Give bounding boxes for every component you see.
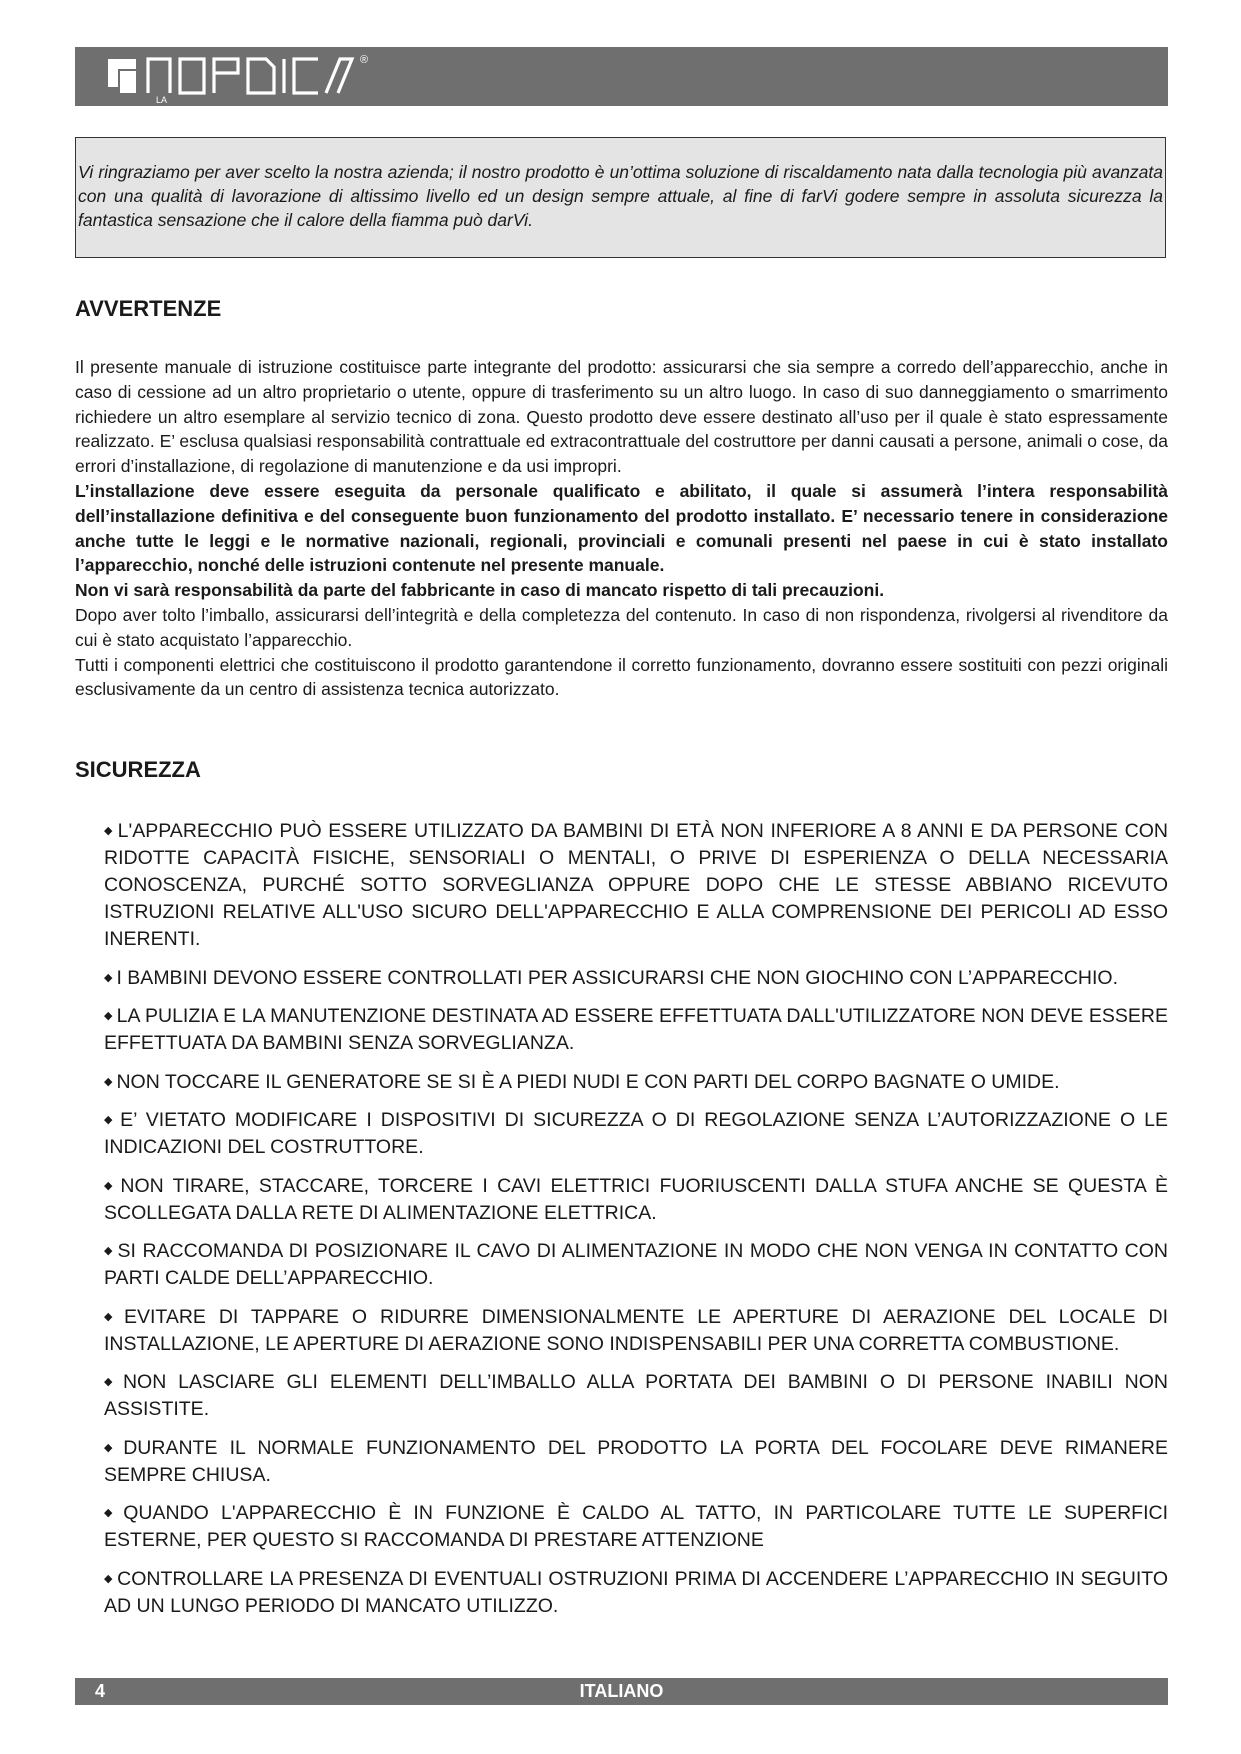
footer-language: ITALIANO	[579, 1681, 664, 1701]
avvertenze-paragraph: Tutti i componenti elettrici che costituiscono il prodotto garantendone il corretto funzionamento, dovranno essere sostituiti con pezzi originali esclusivamente da un centro di assistenza tecnica autorizzato.	[75, 654, 1168, 700]
list-item-text: EVITARE DI TAPPARE O RIDURRE DIMENSIONALMENTE LE APERTURE DI AERAZIONE DEL LOCALE DI INSTALLAZIONE, LE APERTURE DI AERAZIONE SONO INDISPENSABILI PER UNA CORRETTA COMBUSTIONE.	[104, 1305, 1168, 1355]
avvertenze-paragraph-bold: L’installazione deve essere eseguita da personale qualificato e abilitato, il quale si assumerà l’intera responsabilità dell’installazione definitiva e del conseguente buon funzionamento del prodotto installato. E’ necessario tenere in considerazione anche tutte le leggi e le normative nazionali, regionali, provinciali e comunali presenti nel paese in cui è stato installato l’apparecchio, nonché delle istruzioni contenute nel presente manuale.	[75, 480, 1168, 576]
list-item	[104, 1238, 1168, 1292]
bullet-icon: ◆	[104, 971, 113, 984]
list-item	[104, 1369, 1168, 1423]
bullet-icon: ◆	[104, 1114, 117, 1126]
bullet-icon: ◆	[104, 1245, 114, 1257]
avvertenze-paragraph-bold: Non vi sarà responsabilità da parte del fabbricante in caso di mancato rispetto di tali precauzioni.	[75, 580, 885, 601]
list-item	[104, 1435, 1168, 1489]
list-item-text: L'APPARECCHIO PUÒ ESSERE UTILIZZATO DA BAMBINI DI ETÀ NON INFERIORE A 8 ANNI E DA PERSONE CON RIDOTTE CAPACITÀ FISICHE, SENSORIALI O MENTALI, O PRIVE DI ESPERIENZA O DELLA NECESSARIA CONOSCENZA, PURCHÉ SOTTO SORVEGLIANZA OPPURE DOPO CHE LE STESSE ABBIANO RICEVUTO ISTRUZIONI RELATIVE ALL'USO SICURO DELL'APPARECCHIO E ALLA COMPRENSIONE DEI PERICOLI AD ESSO INERENTI.	[104, 820, 1168, 950]
avvertenze-body	[75, 355, 1168, 702]
intro-box	[75, 137, 1166, 258]
list-item	[104, 1500, 1168, 1554]
list-item	[104, 965, 1168, 992]
list-item	[104, 1107, 1168, 1161]
list-item-text: SI RACCOMANDA DI POSIZIONARE IL CAVO DI ALIMENTAZIONE IN MODO CHE NON VENGA IN CONTATTO CON PARTI CALDE DELL’APPARECCHIO.	[104, 1240, 1168, 1289]
svg-text:®: ®	[360, 54, 369, 66]
bullet-icon: ◆	[104, 1075, 113, 1088]
bullet-icon: ◆	[104, 1010, 113, 1022]
bullet-icon: ◆	[104, 1179, 117, 1192]
list-item-text: I BAMBINI DEVONO ESSERE CONTROLLATI PER ASSICURARSI CHE NON GIOCHINO CON L’APPARECCHIO.	[116, 966, 1119, 989]
list-item-text: CONTROLLARE LA PRESENZA DI EVENTUALI OSTRUZIONI PRIMA DI ACCENDERE L’APPARECCHIO IN SEGUITO AD UN LUNGO PERIODO DI MANCATO UTILIZZO.	[104, 1567, 1168, 1617]
intro-text: Vi ringraziamo per aver scelto la nostra azienda; il nostro prodotto è un’ottima soluzione di riscaldamento nata dalla tecnologia più avanzata con una qualità di lavorazione di altissimo livello ed un design sempre attuale, al fine di farVi godere sempre in assoluta sicurezza la fantastica sensazione che il calore della fiamma può darVi.	[78, 162, 1163, 230]
list-item	[104, 1003, 1168, 1057]
list-item	[104, 818, 1168, 953]
footer-bar	[75, 1678, 1168, 1705]
safety-list	[104, 818, 1168, 1631]
svg-text:LA: LA	[156, 95, 168, 105]
bullet-icon: ◆	[104, 1441, 120, 1454]
list-item	[104, 1566, 1168, 1620]
brand-logo	[100, 47, 410, 106]
list-item	[104, 1069, 1168, 1096]
avvertenze-paragraph: Il presente manuale di istruzione costituisce parte integrante del prodotto: assicurarsi che sia sempre a corredo dell’apparecchio, anche in caso di cessione ad un altro proprietario o utente, oppure di trasferimento su un altro luogo. In caso di suo danneggiamento o smarrimento richiedere un altro esemplare al servizio tecnico di zona. Questo prodotto deve essere destinato all’uso per il quale è stato espressamente realizzato. E’ esclusa qualsiasi responsabilità contrattuale ed extracontrattuale del costruttore per danni causati a persone, animali o cose, da errori d’installazione, di regolazione di manutenzione e da usi impropri.	[75, 357, 1168, 477]
avvertenze-paragraph: Dopo aver tolto l’imballo, assicurarsi dell’integrità e della completezza del contenuto. In caso di non rispondenza, rivolgersi al rivenditore da cui è stato acquistato l’apparecchio.	[75, 604, 1168, 650]
bullet-icon: ◆	[104, 1507, 120, 1519]
list-item-text: QUANDO L'APPARECCHIO È IN FUNZIONE È CALDO AL TATTO, IN PARTICOLARE TUTTE LE SUPERFICI ESTERNE, PER QUESTO SI RACCOMANDA DI PRESTARE ATTENZIONE	[104, 1502, 1169, 1551]
list-item	[104, 1173, 1168, 1227]
list-item-text: NON TOCCARE IL GENERATORE SE SI È A PIEDI NUDI E CON PARTI DEL CORPO BAGNATE O UMIDE.	[116, 1070, 1060, 1093]
list-item-text: NON LASCIARE GLI ELEMENTI DELL’IMBALLO ALLA PORTATA DEI BAMBINI O DI PERSONE INABILI NON ASSISTITE.	[104, 1371, 1168, 1420]
bullet-icon: ◆	[104, 825, 114, 837]
avvertenze-title: AVVERTENZE	[75, 296, 222, 321]
bullet-icon: ◆	[104, 1310, 120, 1323]
list-item-text: LA PULIZIA E LA MANUTENZIONE DESTINATA AD ESSERE EFFETTUATA DALL'UTILIZZATORE NON DEVE ESSERE EFFETTUATA DA BAMBINI SENZA SORVEGLIANZA.	[104, 1005, 1168, 1054]
page-number: 4	[95, 1681, 106, 1701]
bullet-icon: ◆	[104, 1572, 114, 1585]
sicurezza-title: SICUREZZA	[75, 757, 201, 782]
list-item-text: E’ VIETATO MODIFICARE I DISPOSITIVI DI SICUREZZA O DI REGOLAZIONE SENZA L’AUTORIZZAZIONE O LE INDICAZIONI DEL COSTRUTTORE.	[104, 1109, 1168, 1158]
list-item-text: DURANTE IL NORMALE FUNZIONAMENTO DEL PRODOTTO LA PORTA DEL FOCOLARE DEVE RIMANERE SEMPRE CHIUSA.	[104, 1436, 1168, 1486]
list-item-text: NON TIRARE, STACCARE, TORCERE I CAVI ELETTRICI FUORIUSCENTI DALLA STUFA ANCHE SE QUESTA È SCOLLEGATA DALLA RETE DI ALIMENTAZIONE ELETTRICA.	[104, 1174, 1168, 1224]
list-item	[104, 1304, 1168, 1358]
bullet-icon: ◆	[104, 1376, 119, 1388]
